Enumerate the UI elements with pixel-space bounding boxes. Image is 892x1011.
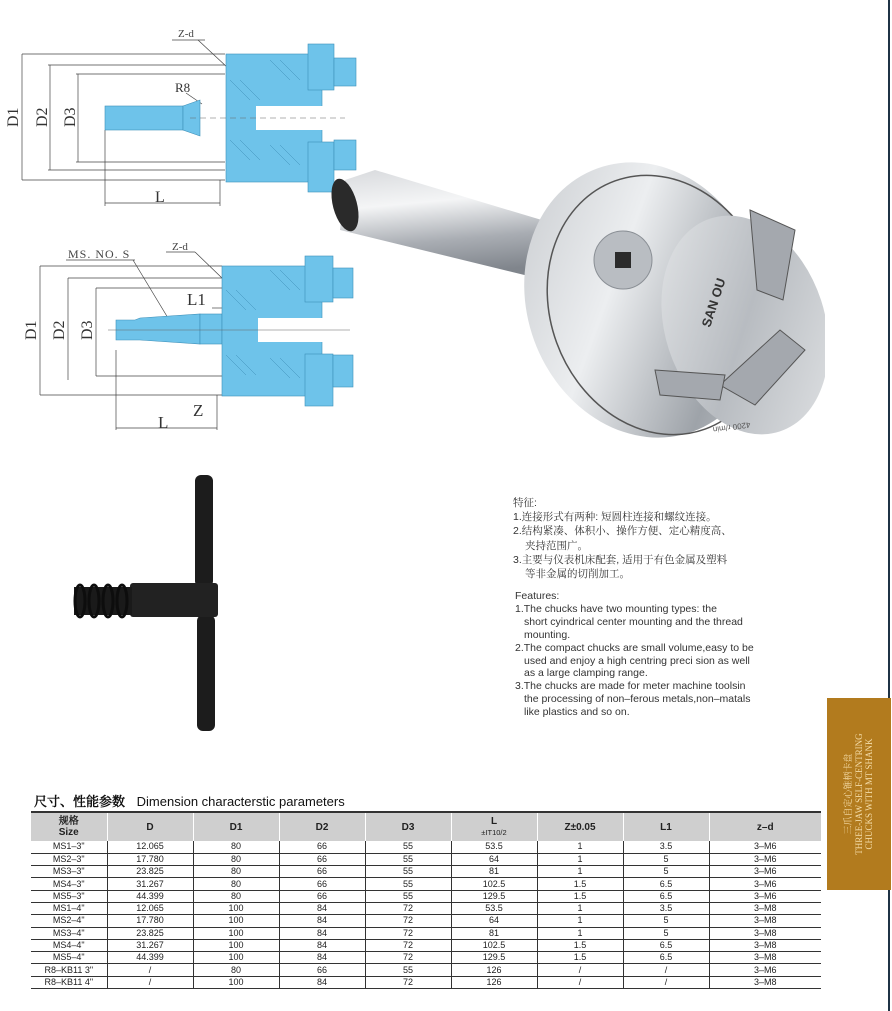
table-cell: 44.399	[107, 890, 193, 902]
table-cell: 31.267	[107, 939, 193, 951]
side-tab-en-line1: THREE-JAW SELF-CENTRING	[853, 733, 864, 855]
col-header-l: L ±IT10/2	[451, 812, 537, 841]
table-cell: 55	[365, 964, 451, 976]
svg-text:Z-d: Z-d	[172, 241, 188, 253]
feature-en-item-cont: like plastics and so on.	[524, 706, 630, 719]
table-cell: 84	[279, 915, 365, 927]
r8-chuck-diagram	[0, 20, 380, 210]
table-cell: 84	[279, 952, 365, 964]
table-cell: 129.5	[451, 890, 537, 902]
feature-cn-item: 2.结构紧凑、体积小、操作方便、定心精度高、	[513, 525, 732, 538]
table-cell: 84	[279, 939, 365, 951]
table-cell: 12.065	[107, 841, 193, 853]
svg-text:D2: D2	[34, 107, 51, 127]
table-cell: 80	[193, 841, 279, 853]
table-cell: MS5–3"	[31, 890, 107, 902]
feature-en-item: 1.The chucks have two mounting types: the	[515, 602, 717, 615]
table-cell: 3.5	[623, 841, 709, 853]
table-cell: 81	[451, 866, 537, 878]
feature-cn-item: 1.连接形式有两种: 短圆柱连接和螺纹连接。	[513, 511, 717, 524]
table-row	[31, 952, 821, 964]
table-cell: 3–M6	[709, 853, 821, 865]
table-cell: 80	[193, 964, 279, 976]
table-cell: 72	[365, 902, 451, 914]
col-header-zd: z–d	[709, 812, 821, 841]
table-cell: MS4–4"	[31, 939, 107, 951]
table-cell: 3–M8	[709, 915, 821, 927]
table-cell: 1.5	[537, 939, 623, 951]
features-cn-title: 特征:	[513, 497, 537, 509]
table-cell: 66	[279, 878, 365, 890]
feature-en-item: 3.The chucks are made for meter machine toolsin	[515, 680, 746, 693]
table-cell: 72	[365, 927, 451, 939]
col-header-z: Z±0.05	[537, 812, 623, 841]
table-cell: 5	[623, 927, 709, 939]
table-cell: 1	[537, 841, 623, 853]
table-cell: MS2–4"	[31, 915, 107, 927]
side-tab-cn: 三爪自定心锥柄卡盘	[843, 753, 854, 835]
table-cell: MS1–4"	[31, 902, 107, 914]
table-cell: 129.5	[451, 952, 537, 964]
table-cell: 44.399	[107, 952, 193, 964]
svg-text:L1: L1	[187, 290, 206, 309]
col-header-size: 规格 Size	[31, 812, 107, 841]
table-row	[31, 841, 821, 853]
table-cell: 55	[365, 853, 451, 865]
table-cell: /	[107, 976, 193, 988]
table-cell: 72	[365, 939, 451, 951]
feature-cn-item-cont: 等非金属的切削加工。	[525, 568, 630, 581]
table-cell: 1	[537, 866, 623, 878]
dimension-table	[31, 811, 821, 989]
side-tab-en-line2: CHUCKS WITH MT SHANK	[864, 738, 875, 850]
table-cell: 66	[279, 841, 365, 853]
section-title-cn: 尺寸、性能参数	[34, 794, 126, 809]
table-cell: MS2–3"	[31, 853, 107, 865]
table-cell: 3–M8	[709, 939, 821, 951]
features-en-title: Features:	[515, 590, 560, 602]
table-cell: 84	[279, 902, 365, 914]
feature-en-item-cont: short cyindrical center mounting and the thread	[524, 615, 743, 628]
table-cell: 23.825	[107, 927, 193, 939]
table-cell: 1	[537, 927, 623, 939]
table-cell: 6.5	[623, 939, 709, 951]
table-cell: 3–M6	[709, 964, 821, 976]
table-cell: 3–M6	[709, 841, 821, 853]
table-row	[31, 939, 821, 951]
table-cell: 100	[193, 939, 279, 951]
table-row	[31, 927, 821, 939]
section-title	[34, 791, 345, 810]
svg-text:L: L	[155, 189, 165, 206]
table-cell: 17.780	[107, 915, 193, 927]
table-cell: 53.5	[451, 902, 537, 914]
col-header-l1: L1	[623, 812, 709, 841]
table-cell: 84	[279, 927, 365, 939]
table-cell: /	[107, 964, 193, 976]
col-header-d2: D2	[279, 812, 365, 841]
svg-text:D3: D3	[62, 107, 79, 127]
table-row	[31, 964, 821, 976]
table-cell: 3.5	[623, 902, 709, 914]
mt-chuck-diagram	[0, 230, 380, 440]
col-header-d: D	[107, 812, 193, 841]
table-cell: 100	[193, 927, 279, 939]
chuck-key-photo	[60, 475, 240, 740]
svg-text:4200 r/min: 4200 r/min	[712, 420, 751, 435]
features-chinese	[513, 496, 732, 581]
table-cell: /	[537, 964, 623, 976]
table-row	[31, 878, 821, 890]
table-cell: 80	[193, 878, 279, 890]
table-cell: 12.065	[107, 902, 193, 914]
svg-text:L: L	[158, 413, 169, 432]
table-cell: 6.5	[623, 952, 709, 964]
table-cell: 5	[623, 853, 709, 865]
feature-en-item-cont: as a large clamping range.	[524, 667, 648, 680]
table-cell: 1	[537, 902, 623, 914]
product-category-tab	[827, 698, 891, 890]
table-row	[31, 853, 821, 865]
table-header-row	[31, 812, 821, 841]
table-cell: /	[623, 964, 709, 976]
svg-text:MS. NO. S: MS. NO. S	[68, 247, 131, 261]
table-cell: 1.5	[537, 890, 623, 902]
table-cell: 126	[451, 976, 537, 988]
table-cell: 66	[279, 866, 365, 878]
table-cell: 53.5	[451, 841, 537, 853]
table-cell: 64	[451, 915, 537, 927]
table-cell: 80	[193, 890, 279, 902]
svg-text:D1: D1	[5, 107, 22, 127]
table-cell: 6.5	[623, 878, 709, 890]
table-row	[31, 915, 821, 927]
table-cell: 72	[365, 915, 451, 927]
feature-en-item: 2.The compact chucks are small volume,easy to be	[515, 641, 754, 654]
table-row	[31, 866, 821, 878]
table-cell: MS5–4"	[31, 952, 107, 964]
table-cell: 55	[365, 878, 451, 890]
svg-text:D2: D2	[51, 320, 68, 340]
col-header-d3: D3	[365, 812, 451, 841]
table-cell: 6.5	[623, 890, 709, 902]
table-row	[31, 890, 821, 902]
col-header-d1: D1	[193, 812, 279, 841]
table-cell: 5	[623, 866, 709, 878]
feature-cn-item-cont: 夹持范围广。	[525, 539, 588, 552]
features-english	[515, 590, 754, 719]
table-cell: 3–M8	[709, 927, 821, 939]
table-cell: 126	[451, 964, 537, 976]
table-cell: 100	[193, 976, 279, 988]
feature-en-item-cont: mounting.	[524, 628, 571, 641]
table-cell: 17.780	[107, 853, 193, 865]
table-cell: /	[623, 976, 709, 988]
table-cell: 55	[365, 866, 451, 878]
table-cell: 3–M8	[709, 976, 821, 988]
table-cell: 102.5	[451, 939, 537, 951]
table-cell: MS3–3"	[31, 866, 107, 878]
svg-text:R8: R8	[175, 80, 191, 95]
svg-text:D1: D1	[23, 320, 40, 340]
table-cell: 80	[193, 866, 279, 878]
label-zd: Z-d	[178, 28, 194, 40]
table-cell: 55	[365, 890, 451, 902]
table-cell: /	[537, 976, 623, 988]
table-cell: 81	[451, 927, 537, 939]
table-row	[31, 976, 821, 988]
table-cell: 1	[537, 915, 623, 927]
table-cell: 84	[279, 976, 365, 988]
table-cell: 80	[193, 853, 279, 865]
table-cell: 100	[193, 915, 279, 927]
svg-text:Z: Z	[193, 401, 204, 420]
table-cell: 102.5	[451, 878, 537, 890]
table-cell: 66	[279, 890, 365, 902]
table-cell: 1	[537, 853, 623, 865]
section-title-en: Dimension characterstic parameters	[136, 794, 345, 809]
table-cell: MS4–3"	[31, 878, 107, 890]
table-cell: 1.5	[537, 878, 623, 890]
table-cell: 64	[451, 853, 537, 865]
table-cell: 31.267	[107, 878, 193, 890]
table-cell: 66	[279, 964, 365, 976]
table-cell: MS1–3"	[31, 841, 107, 853]
table-cell: R8–KB11 3"	[31, 964, 107, 976]
feature-en-item-cont: used and enjoy a high centring preci sion as well	[524, 654, 750, 667]
table-cell: 3–M6	[709, 866, 821, 878]
chuck-product-photo	[325, 150, 825, 475]
table-cell: 1.5	[537, 952, 623, 964]
table-row	[31, 902, 821, 914]
table-cell: 5	[623, 915, 709, 927]
table-cell: R8–KB11 4"	[31, 976, 107, 988]
table-cell: 100	[193, 902, 279, 914]
table-cell: 72	[365, 952, 451, 964]
table-cell: 66	[279, 853, 365, 865]
feature-cn-item: 3.主要与仪表机床配套, 适用于有色金属及塑料	[513, 553, 728, 566]
table-cell: MS3–4"	[31, 927, 107, 939]
table-cell: 3–M6	[709, 878, 821, 890]
table-cell: 3–M8	[709, 902, 821, 914]
table-cell: 3–M6	[709, 890, 821, 902]
feature-en-item-cont: the processing of non–ferous metals,non–matals	[524, 693, 751, 706]
table-cell: 100	[193, 952, 279, 964]
table-cell: 3–M8	[709, 952, 821, 964]
svg-text:D3: D3	[79, 320, 96, 340]
table-cell: 55	[365, 841, 451, 853]
table-cell: 72	[365, 976, 451, 988]
table-cell: 23.825	[107, 866, 193, 878]
svg-text:SAN OU: SAN OU	[698, 276, 729, 329]
